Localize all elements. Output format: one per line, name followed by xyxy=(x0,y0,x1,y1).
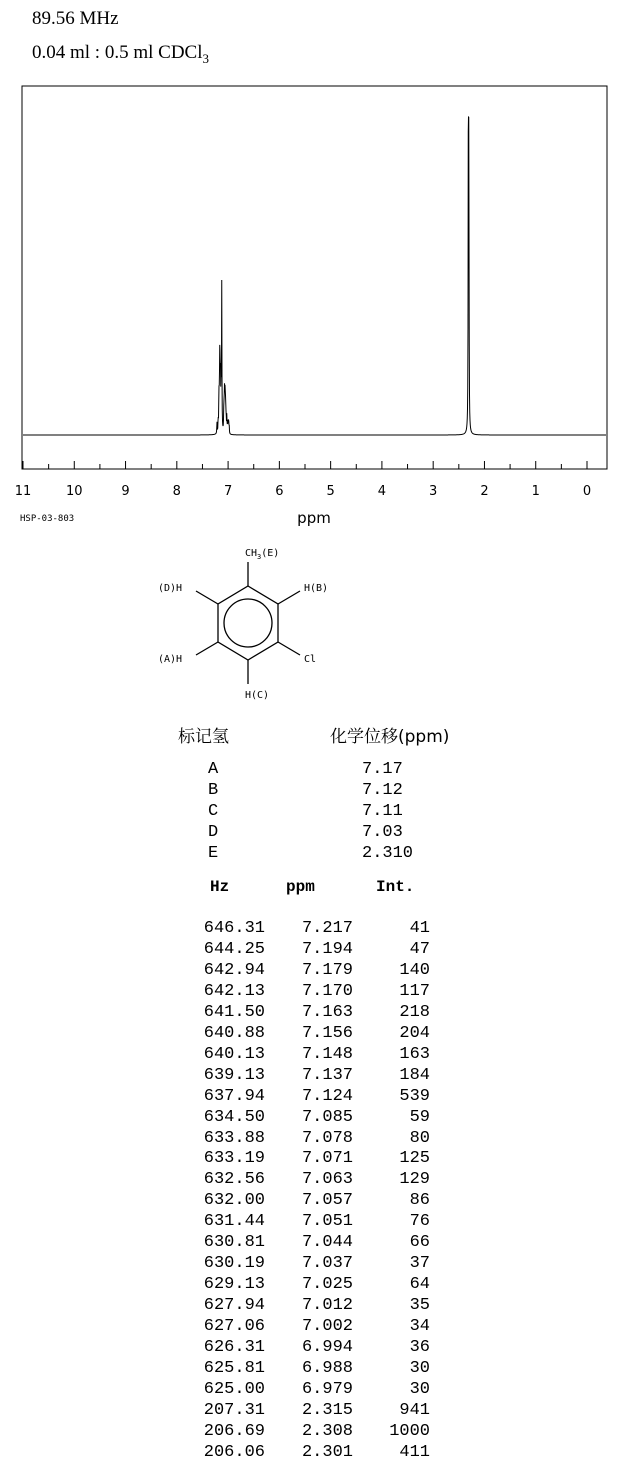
peak-ppm: 7.179 xyxy=(301,960,353,980)
peak-hz: 630.81 xyxy=(203,1233,265,1253)
peak-ppm: 6.994 xyxy=(301,1338,353,1357)
peak-int: 86 xyxy=(409,1191,430,1211)
peak-ppm: 7.163 xyxy=(301,1002,353,1022)
assignment-shift: 7.17 xyxy=(362,760,403,779)
peak-hz: 630.19 xyxy=(203,1254,265,1274)
assignment-label: A xyxy=(208,760,219,779)
peak-hz: 625.00 xyxy=(203,1379,265,1399)
peak-row xyxy=(0,1087,626,1108)
peak-ppm: 7.137 xyxy=(301,1065,353,1085)
assignment-label: C xyxy=(208,802,219,821)
x-tick-label: 11 xyxy=(14,484,32,499)
peak-hz: 641.50 xyxy=(203,1002,265,1022)
peak-int: 64 xyxy=(409,1275,430,1295)
peak-int: 129 xyxy=(399,1170,430,1190)
bond-ha xyxy=(196,642,218,655)
peak-row xyxy=(0,1212,626,1233)
h-a-label: (A)H xyxy=(158,654,183,665)
peak-int: 163 xyxy=(399,1044,430,1064)
peak-int: 140 xyxy=(399,960,430,980)
h-d-label: (D)H xyxy=(158,583,183,594)
sample-subscript: 3 xyxy=(202,50,209,66)
x-tick-label: 6 xyxy=(275,484,284,499)
peak-ppm: 7.025 xyxy=(301,1275,353,1295)
cl-label: Cl xyxy=(304,654,317,665)
peak-ppm: 7.085 xyxy=(301,1107,353,1127)
peak-ppm: 6.979 xyxy=(301,1379,353,1399)
x-tick-label: 7 xyxy=(223,484,233,499)
peak-row xyxy=(0,1296,626,1317)
peak-int: 411 xyxy=(399,1442,430,1462)
peak-ppm: 7.148 xyxy=(301,1044,353,1064)
peak-int: 34 xyxy=(409,1317,430,1337)
peak-hz: 206.69 xyxy=(203,1421,265,1441)
peak-ppm: 2.308 xyxy=(301,1421,353,1441)
plot-frame xyxy=(22,86,607,469)
peak-int: 66 xyxy=(409,1233,430,1253)
peak-row xyxy=(0,919,626,940)
assignment-label-header: 标记氢 xyxy=(178,727,229,747)
peak-ppm: 7.037 xyxy=(301,1254,353,1274)
nmr-spectrum-chart xyxy=(0,0,626,540)
peak-row xyxy=(0,1066,626,1087)
peak-hz: 642.13 xyxy=(203,981,265,1001)
peak-ppm: 7.044 xyxy=(301,1233,353,1253)
peak-row xyxy=(0,1108,626,1129)
peak-row xyxy=(0,1149,626,1170)
peak-hz: 206.06 xyxy=(203,1442,265,1462)
peak-int: 941 xyxy=(399,1400,430,1420)
peak-ppm: 7.012 xyxy=(301,1296,353,1316)
peak-hz: 633.88 xyxy=(203,1128,265,1148)
peak-int: 36 xyxy=(409,1338,430,1357)
peak-hz: 625.81 xyxy=(203,1358,265,1378)
peak-hz: 207.31 xyxy=(203,1400,265,1420)
peak-hz: 633.19 xyxy=(203,1149,265,1169)
peak-hz: 627.06 xyxy=(203,1317,265,1337)
peak-ppm: 7.217 xyxy=(301,919,353,938)
peak-row xyxy=(0,1443,626,1464)
peak-int: 47 xyxy=(409,939,430,959)
peak-hz: 637.94 xyxy=(203,1086,265,1106)
assignment-label: E xyxy=(208,844,219,863)
assignment-shift: 2.310 xyxy=(362,844,414,863)
x-tick-label: 0 xyxy=(582,484,592,499)
x-tick-label: 4 xyxy=(377,484,387,499)
peak-row xyxy=(0,1233,626,1254)
peak-ppm: 7.124 xyxy=(301,1086,353,1106)
peak-row xyxy=(0,1170,626,1191)
peak-row xyxy=(0,1401,626,1422)
x-tick-label: 5 xyxy=(326,484,335,499)
bond-cl xyxy=(278,642,300,655)
assignment-shift-header: 化学位移(ppm) xyxy=(330,727,450,747)
assignment-shift: 7.11 xyxy=(362,802,403,821)
peak-row xyxy=(0,1045,626,1066)
x-tick-label: 1 xyxy=(531,484,540,499)
peak-row xyxy=(0,1003,626,1024)
peak-int: 117 xyxy=(399,981,430,1001)
peak-int: 41 xyxy=(409,919,430,938)
peak-int: 30 xyxy=(409,1379,430,1399)
peak-row xyxy=(0,982,626,1003)
peak-hz: 640.88 xyxy=(203,1023,265,1043)
peak-header-hz: Hz xyxy=(210,878,230,896)
peak-hz: 646.31 xyxy=(203,919,265,938)
peak-ppm: 7.057 xyxy=(301,1191,353,1211)
spectrometer-frequency: 89.56 MHz xyxy=(32,8,119,29)
peak-row xyxy=(0,940,626,961)
spectrum-trace xyxy=(23,117,606,435)
assignment-shift: 7.03 xyxy=(362,823,403,842)
peak-hz: 640.13 xyxy=(203,1044,265,1064)
peak-hz: 644.25 xyxy=(203,939,265,959)
peak-row xyxy=(0,1191,626,1212)
peak-row xyxy=(0,1338,626,1359)
assignment-label: D xyxy=(208,823,219,842)
peak-hz: 642.94 xyxy=(203,960,265,980)
peak-int: 30 xyxy=(409,1358,430,1378)
peak-int: 76 xyxy=(409,1212,430,1232)
peak-hz: 631.44 xyxy=(203,1212,265,1232)
peak-ppm: 7.156 xyxy=(301,1023,353,1043)
bond-hd xyxy=(196,591,218,604)
peak-int: 35 xyxy=(409,1296,430,1316)
benzene-ring xyxy=(218,586,278,660)
peak-int: 539 xyxy=(399,1086,430,1106)
ch3-label: $CH_3(E)$ xyxy=(245,548,280,561)
structure-diagram xyxy=(140,540,360,705)
peak-int: 1000 xyxy=(389,1421,430,1441)
peak-ppm: 7.063 xyxy=(301,1170,353,1190)
peak-int: 37 xyxy=(409,1254,430,1274)
bond-hb xyxy=(278,591,300,604)
assignment-shift: 7.12 xyxy=(362,781,403,800)
peak-ppm: 7.078 xyxy=(301,1128,353,1148)
peak-row xyxy=(0,1359,626,1380)
peak-row xyxy=(0,1422,626,1443)
peak-row xyxy=(0,1380,626,1401)
peak-int: 59 xyxy=(409,1107,430,1127)
peak-int: 204 xyxy=(399,1023,430,1043)
spectrum-code: HSP-03-803 xyxy=(20,514,75,524)
peak-header-ppm: ppm xyxy=(286,878,315,896)
aromatic-circle xyxy=(224,599,272,647)
peak-ppm: 2.301 xyxy=(301,1442,353,1462)
peak-ppm: 7.071 xyxy=(301,1149,353,1169)
x-tick-label: 9 xyxy=(121,484,130,499)
x-tick-label: 3 xyxy=(429,484,438,499)
peak-row xyxy=(0,1024,626,1045)
peak-row xyxy=(0,1254,626,1275)
h-b-label: H(B) xyxy=(304,583,329,594)
peak-ppm: 7.051 xyxy=(301,1212,353,1232)
peak-int: 80 xyxy=(409,1128,430,1148)
peak-header-int: Int. xyxy=(376,878,415,896)
peak-row xyxy=(0,1129,626,1150)
peak-ppm: 7.170 xyxy=(301,981,353,1001)
x-axis-label: ppm xyxy=(297,509,331,527)
peak-hz: 632.56 xyxy=(203,1170,265,1190)
x-tick-label: 10 xyxy=(65,484,83,499)
peak-hz: 632.00 xyxy=(203,1191,265,1211)
peak-hz: 629.13 xyxy=(203,1275,265,1295)
peak-ppm: 2.315 xyxy=(301,1400,353,1420)
peak-hz: 634.50 xyxy=(203,1107,265,1127)
peak-int: 184 xyxy=(399,1065,430,1085)
h-c-label: H(C) xyxy=(245,690,270,701)
peak-row xyxy=(0,1317,626,1338)
peak-hz: 626.31 xyxy=(203,1338,265,1357)
peak-ppm: 7.194 xyxy=(301,939,353,959)
peak-ppm: 6.988 xyxy=(301,1358,353,1378)
peak-int: 218 xyxy=(399,1002,430,1022)
assignment-label: B xyxy=(208,781,219,800)
peak-hz: 639.13 xyxy=(203,1065,265,1085)
peak-ppm: 7.002 xyxy=(301,1317,353,1337)
peak-hz: 627.94 xyxy=(203,1296,265,1316)
peak-row xyxy=(0,1275,626,1296)
x-tick-label: 2 xyxy=(480,484,489,499)
peak-row xyxy=(0,961,626,982)
x-tick-label: 8 xyxy=(172,484,181,499)
peak-int: 125 xyxy=(399,1149,430,1169)
sample-main: 0.04 ml : 0.5 ml CDCl xyxy=(32,42,203,63)
